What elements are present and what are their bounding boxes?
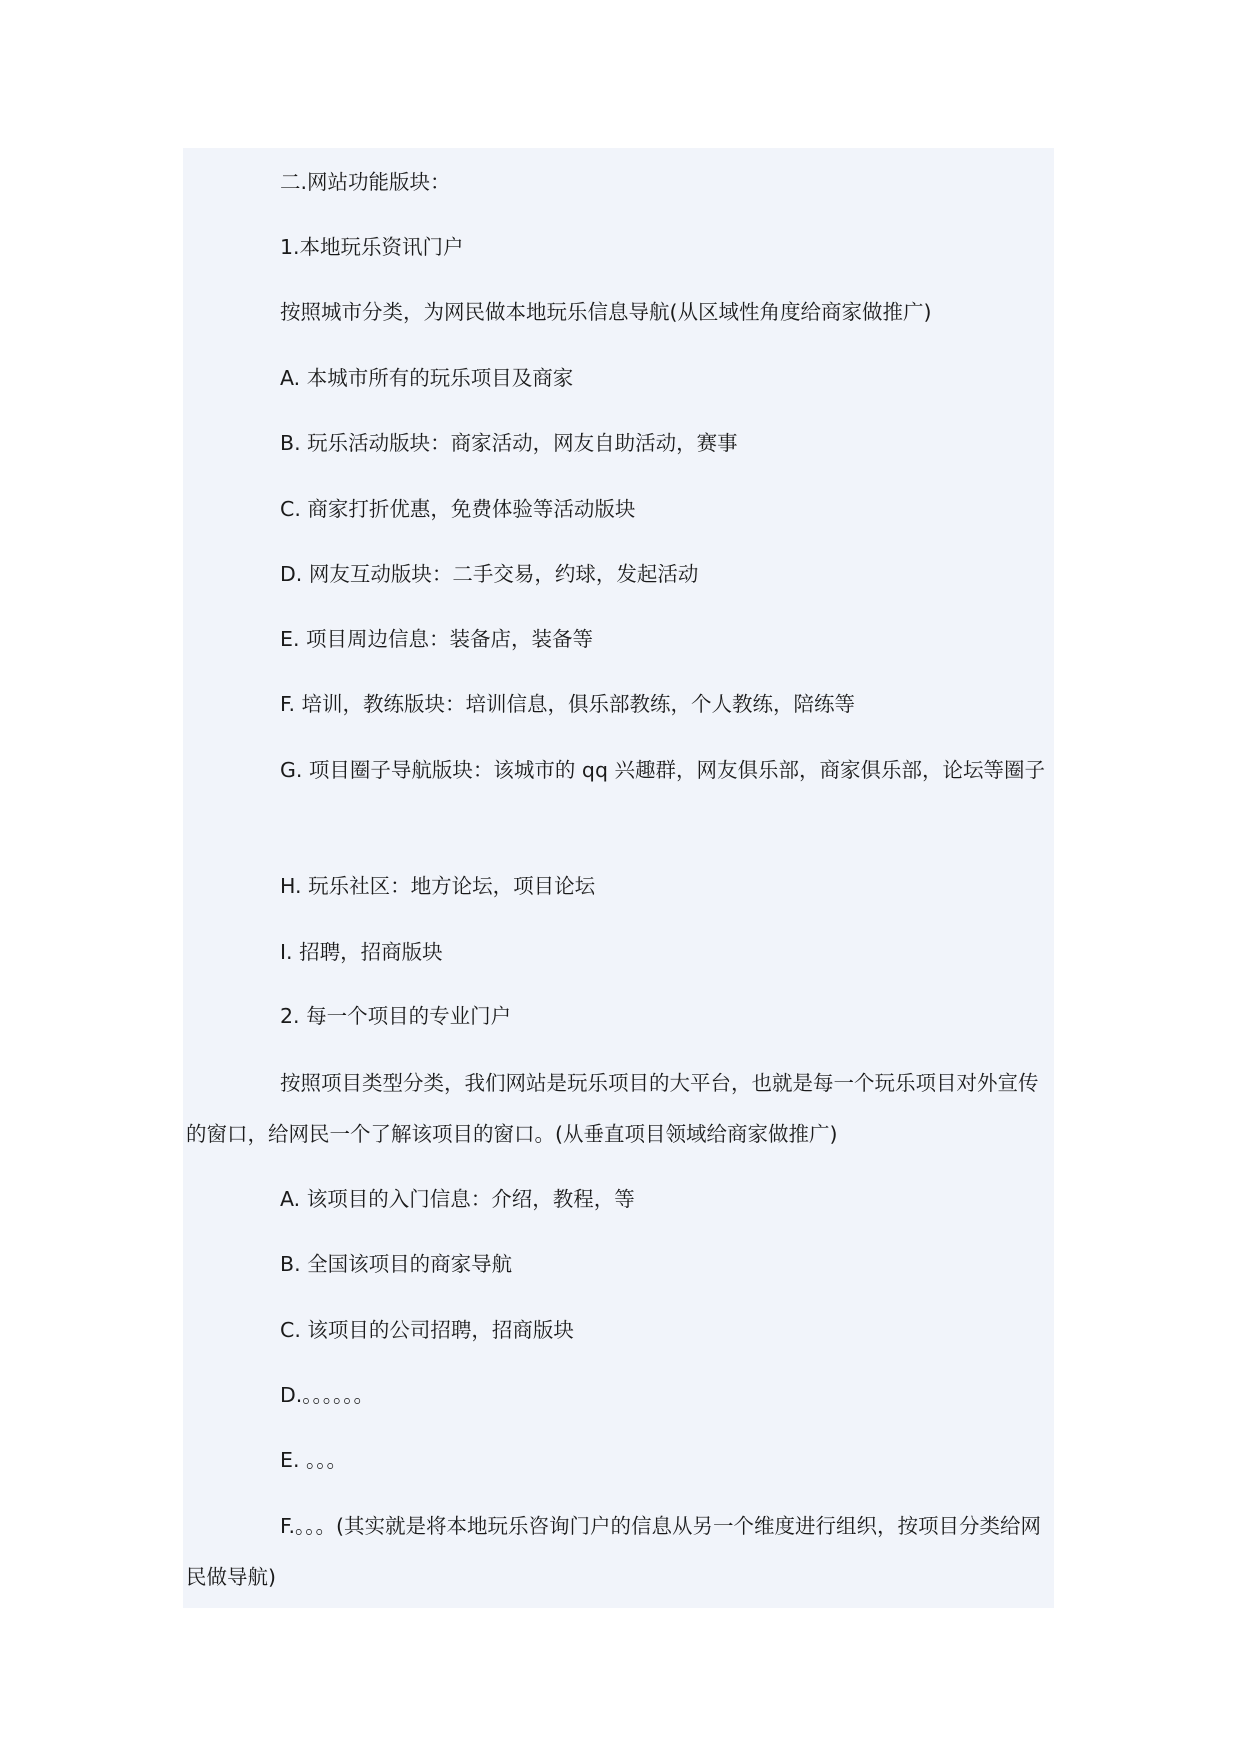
- list-item: E. 项目周边信息：装备店，装备等: [280, 627, 593, 651]
- list-item: F.。。。(其实就是将本地玩乐咨询门户的信息从另一个维度进行组织，按项目分类给网民做导航): [186, 1514, 1042, 1589]
- list-item: C. 商家打折优惠，免费体验等活动版块: [280, 497, 636, 521]
- list-item: B. 玩乐活动版块：商家活动，网友自助活动，赛事: [280, 431, 738, 455]
- subsection-heading: 2. 每一个项目的专业门户: [280, 1004, 512, 1028]
- list-item: D. 网友互动版块：二手交易，约球，发起活动: [280, 562, 699, 586]
- list-item: D.。。。。。。: [280, 1383, 375, 1407]
- list-item: E. 。。。: [280, 1448, 347, 1472]
- subsection-heading: 1.本地玩乐资讯门户: [280, 235, 464, 259]
- list-item: I. 招聘，招商版块: [280, 940, 443, 964]
- document-panel: [183, 148, 1054, 1608]
- section-heading: 二.网站功能版块：: [280, 170, 451, 194]
- list-item: G. 项目圈子导航版块：该城市的 qq 兴趣群，网友俱乐部，商家俱乐部，论坛等圈子: [280, 758, 1045, 782]
- list-item: B. 全国该项目的商家导航: [280, 1252, 513, 1276]
- paragraph: 按照项目类型分类，我们网站是玩乐项目的大平台，也就是每一个玩乐项目对外宣传的窗口，给网民一个了解该项目的窗口。(从垂直项目领域给商家做推广): [186, 1071, 1039, 1146]
- paragraph: 按照城市分类，为网民做本地玩乐信息导航(从区域性角度给商家做推广): [280, 300, 932, 324]
- list-item: A. 该项目的入门信息：介绍，教程，等: [280, 1187, 635, 1211]
- list-item: H. 玩乐社区：地方论坛，项目论坛: [280, 874, 596, 898]
- list-item: A. 本城市所有的玩乐项目及商家: [280, 366, 574, 390]
- list-item: C. 该项目的公司招聘，招商版块: [280, 1318, 574, 1342]
- list-item: F. 培训，教练版块：培训信息，俱乐部教练，个人教练，陪练等: [280, 692, 856, 716]
